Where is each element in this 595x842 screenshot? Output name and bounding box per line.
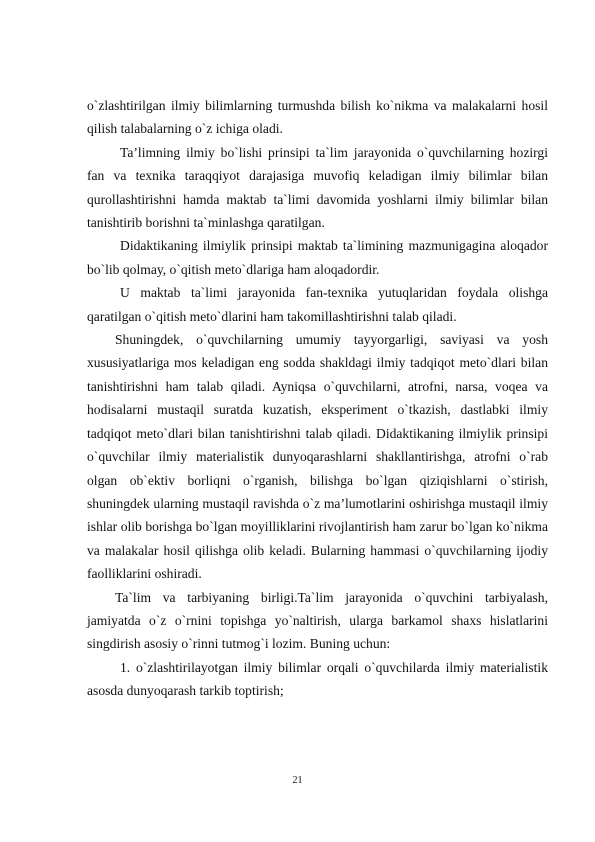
page-number: 21	[292, 775, 303, 786]
list-item-1: 1. o`zlashtirilayotgan ilmiy bilimlar orqali o`quvchilarda ilmiy materialistik asosda dunyoqarash tarkib toptirish;	[87, 659, 548, 699]
paragraph-talim-tarbiya-birligi: Ta`lim va tarbiyaning birligi.Ta`lim jarayonida o`quvchini tarbiyalash, jamiyatda o`z o`rnini topishga yo`naltirish, ularga barkamol shaxs hislatlarini singdirish asosiy o`rinni tutmog`i lozim. Buning uchun:	[87, 589, 548, 652]
body-text	[87, 94, 548, 703]
paragraph-didaktika-ilmiylik: Didaktikaning ilmiylik prinsipi maktab ta`limining mazmunigagina aloqador bo`lib qolmay, o`qitish meto`dlariga ham aloqadordir.	[87, 238, 548, 277]
paragraph-oqitish-metodlari: U maktab ta`limi jarayonida fan-texnika yutuqlaridan foydala olishga qaratilgan o`qitish meto`dlarini ham takomillashtirishni talab qiladi.	[87, 285, 548, 324]
paragraph-ilmiylik-prinsipi: Ta’limning ilmiy bo`lishi prinsipi ta`lim jarayonida o`quvchilarning hozirgi fan va texnika taraqqiyot darajasiga muvofiq keladigan ilmiy bilimlar bilan qurollashtirishni hamda maktab ta`limi davomida yoshlarni ilmiy bilimlar bilan tanishtirib borishni ta`minlashga qaratilgan.	[87, 144, 548, 231]
paragraph-continuation: o`zlashtirilgan ilmiy bilimlarning turmushda bilish ko`nikma va malakalarni hosil qilish talabalarning o`z ichiga oladi.	[87, 98, 548, 137]
paragraph-shuningdek: Shuningdek, o`quvchilarning umumiy tayyorgarligi, saviyasi va yosh xususiyatlariga mos keladigan eng sodda shakldagi ilmiy tadqiqot meto`dlari bilan tanishtirishni ham talab qiladi. Ayniqsa o`quvchilarni, atrofni, narsa, voqea va hodisalarni mustaqil suratda kuzatish, eksperiment o`tkazish, dastlabki ilmiy tadqiqot meto`dlari bilan tanishtirishni talab qiladi. Didaktikaning ilmiylik prinsipi o`quvchilar ilmiy materialistik dunyoqarashlarni shakllantirishga, atrofni o`rab olgan ob`ektiv borliqni o`rganish, bilishga bo`lgan qiziqishlarni o`stirish, shuningdek ularning mustaqil ravishda o`z ma’lumotlarini oshirishga mustaqil ilmiy ishlar olib borishga bo`lgan moyilliklarini rivojlantirish ham zarur bo`lgan ko`nikma va malakalar hosil qilishga olib keladi. Bularning hammasi o`quvchilarning ijodiy faolliklarini oshiradi.	[87, 332, 548, 582]
